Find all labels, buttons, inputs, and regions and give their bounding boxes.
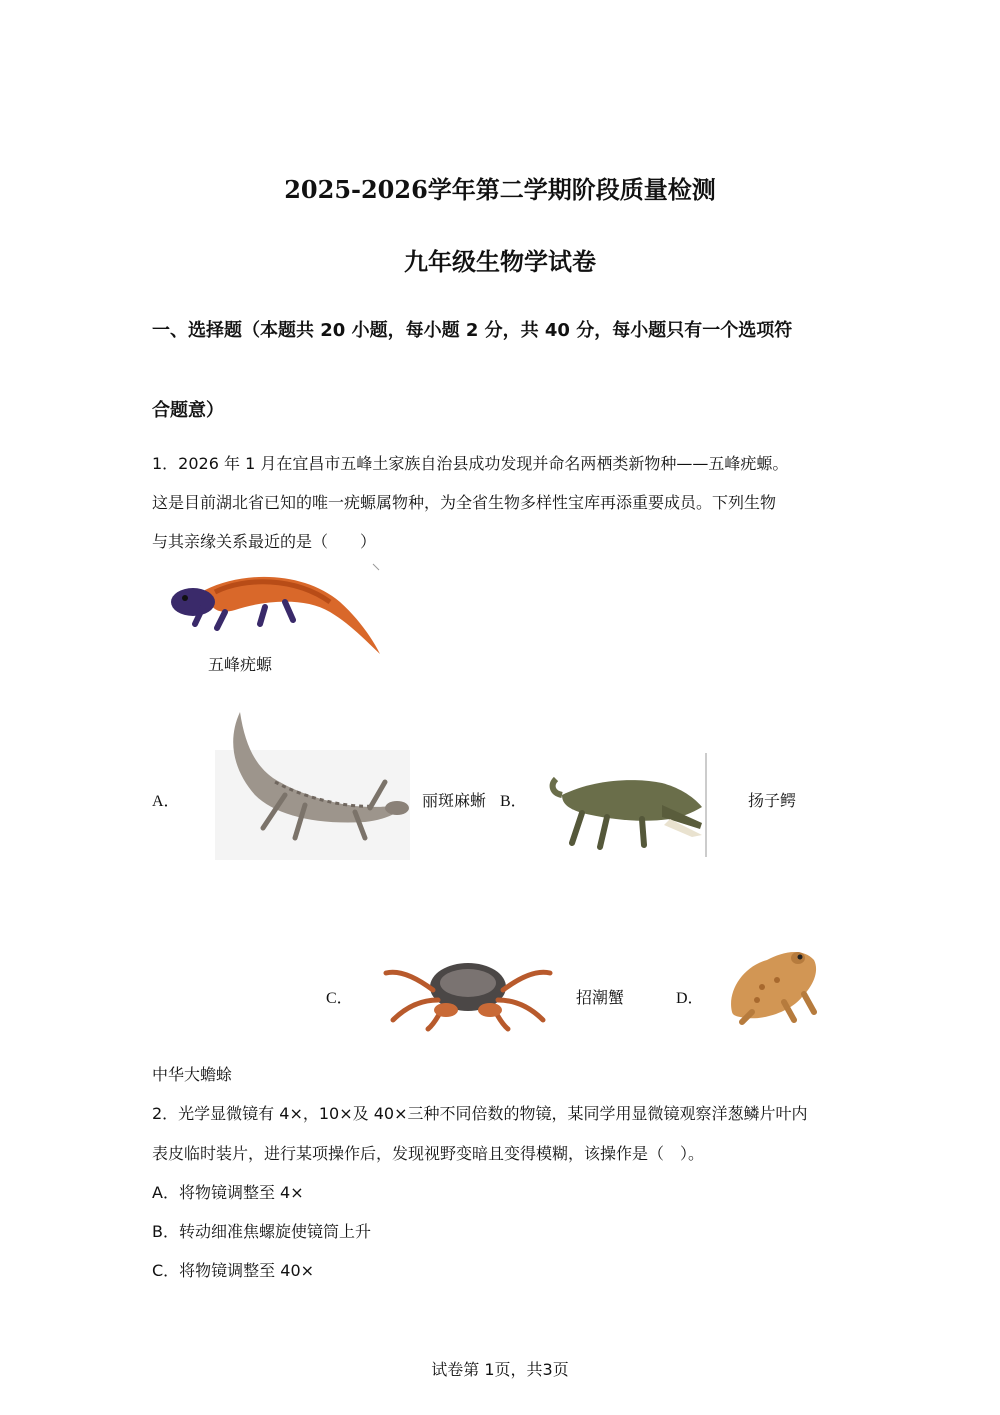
q2-text-line2: 表皮临时装片，进行某项操作后，发现视野变暗且变得模糊，该操作是（ ）。	[152, 1144, 705, 1163]
q2-option-c: C．将物镜调整至 40×	[152, 1261, 315, 1280]
option-a-caption: 丽斑麻蜥	[422, 791, 487, 810]
option-c-caption: 招潮蟹	[576, 988, 625, 1007]
crab-image	[378, 955, 558, 1030]
exam-title: 2025-2026学年第二学期阶段质量检测	[284, 175, 716, 204]
q1-text-line3: 与其亲缘关系最近的是（ ）	[152, 532, 377, 551]
q1-text-line1: 1．2026 年 1 月在宜昌市五峰土家族自治县成功发现并命名两栖类新物种——五峰疣螈。	[152, 454, 789, 473]
option-a-letter: A．	[152, 793, 180, 810]
option-d-caption: 中华大蟾蜍	[152, 1065, 233, 1084]
option-b-caption: 扬子鳄	[748, 791, 797, 810]
section-heading-line1: 一、选择题（本题共 20 小题，每小题 2 分，共 40 分，每小题只有一个选项符	[152, 320, 793, 341]
option-d-letter: D．	[676, 990, 704, 1007]
exam-subtitle: 九年级生物学试卷	[404, 247, 596, 276]
page-footer: 试卷第 1页，共3页	[431, 1360, 569, 1379]
crocodile-image	[552, 765, 707, 860]
option-c-letter: C．	[326, 990, 353, 1007]
section-heading-line2: 合题意）	[152, 400, 224, 421]
q2-option-b: B．转动细准焦螺旋使镜筒上升	[152, 1222, 371, 1241]
q1-text-line2: 这是目前湖北省已知的唯一疣螈属物种，为全省生物多样性宝库再添重要成员。下列生物	[152, 493, 777, 512]
q2-option-a: A．将物镜调整至 4×	[152, 1183, 304, 1202]
reference-caption: 五峰疣螈	[208, 655, 273, 674]
option-b-letter: B．	[500, 793, 527, 810]
toad-image	[722, 942, 820, 1024]
lizard-image	[215, 710, 410, 860]
q2-text-line1: 2．光学显微镜有 4×，10×及 40×三种不同倍数的物镜，某同学用显微镜观察洋葱鳞片叶内	[152, 1104, 808, 1123]
newt-image	[165, 562, 385, 657]
